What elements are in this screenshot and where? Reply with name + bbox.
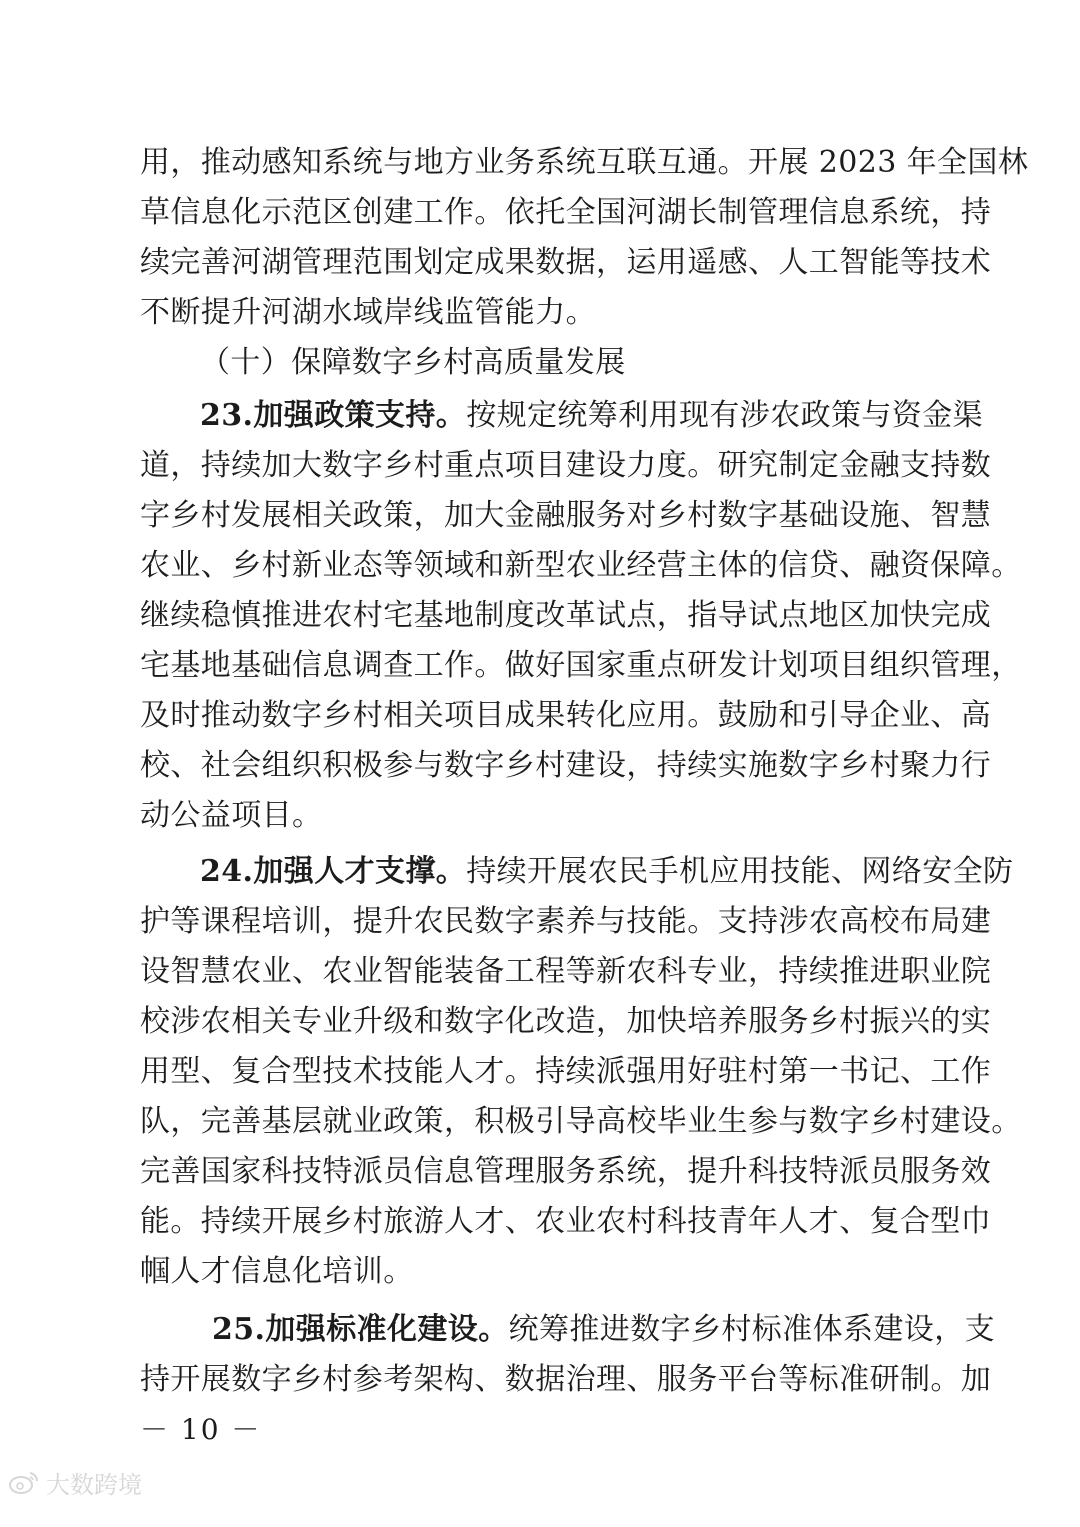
body-line: 及时推动数字乡村相关项目成果转化应用。鼓励和引导企业、高	[140, 698, 992, 733]
body-line: 用，推动感知系统与地方业务系统互联互通。开展 2023 年全国林	[140, 145, 1029, 180]
body-line: 继续稳慎推进农村宅基地制度改革试点，指导试点地区加快完成	[140, 598, 992, 633]
page-number: － 10 －	[140, 1413, 262, 1446]
item-25-first-line	[212, 1310, 995, 1350]
body-line: 持开展数字乡村参考架构、数据治理、服务平台等标准研制。加	[140, 1362, 992, 1397]
body-line: 校、社会组织积极参与数字乡村建设，持续实施数字乡村聚力行	[140, 748, 992, 783]
item-25-heading: 25.加强标准化建设。	[212, 1312, 509, 1347]
body-line: 不断提升河湖水域岸线监管能力。	[140, 295, 596, 330]
body-line: 字乡村发展相关政策，加大金融服务对乡村数字基础设施、智慧	[140, 498, 992, 533]
body-line: 护等课程培训，提升农民数字素养与技能。支持涉农高校布局建	[140, 904, 992, 939]
body-line: 校涉农相关专业升级和数字化改造，加快培养服务乡村振兴的实	[140, 1004, 992, 1039]
item-23-first-line-text: 按规定统筹利用现有涉农政策与资金渠	[466, 398, 984, 433]
body-line: 动公益项目。	[140, 798, 323, 833]
item-24-heading: 24.加强人才支撑。	[200, 854, 467, 889]
watermark	[8, 1462, 142, 1502]
section-heading: （十）保障数字乡村高质量发展	[200, 345, 626, 380]
body-line: 用型、复合型技术技能人才。持续派强用好驻村第一书记、工作	[140, 1054, 992, 1089]
body-line: 完善国家科技特派员信息管理服务系统，提升科技特派员服务效	[140, 1154, 992, 1189]
body-line: 队，完善基层就业政策，积极引导高校毕业生参与数字乡村建设。	[140, 1104, 1022, 1139]
body-line: 能。持续开展乡村旅游人才、农业农村科技青年人才、复合型巾	[140, 1204, 992, 1239]
body-line: 农业、乡村新业态等领域和新型农业经营主体的信贷、融资保障。	[140, 548, 1022, 583]
body-line: 道，持续加大数字乡村重点项目建设力度。研究制定金融支持数	[140, 448, 992, 483]
body-line: 帼人才信息化培训。	[140, 1254, 414, 1289]
item-24-first-line	[200, 852, 1014, 892]
weibo-logo-icon	[8, 1469, 40, 1495]
watermark-text: 大数跨境	[46, 1470, 142, 1499]
body-line: 草信息化示范区创建工作。依托全国河湖长制管理信息系统，持	[140, 195, 992, 230]
item-23-first-line	[200, 396, 984, 436]
body-line: 续完善河湖管理范围划定成果数据，运用遥感、人工智能等技术	[140, 245, 992, 280]
item-24-first-line-text: 持续开展农民手机应用技能、网络安全防	[466, 854, 1014, 889]
body-line: 设智慧农业、农业智能装备工程等新农科专业，持续推进职业院	[140, 954, 992, 989]
item-23-heading: 23.加强政策支持。	[200, 398, 467, 433]
item-25-first-line-text: 统筹推进数字乡村标准体系建设，支	[508, 1312, 995, 1347]
body-line: 宅基地基础信息调查工作。做好国家重点研发计划项目组织管理，	[140, 648, 1022, 683]
